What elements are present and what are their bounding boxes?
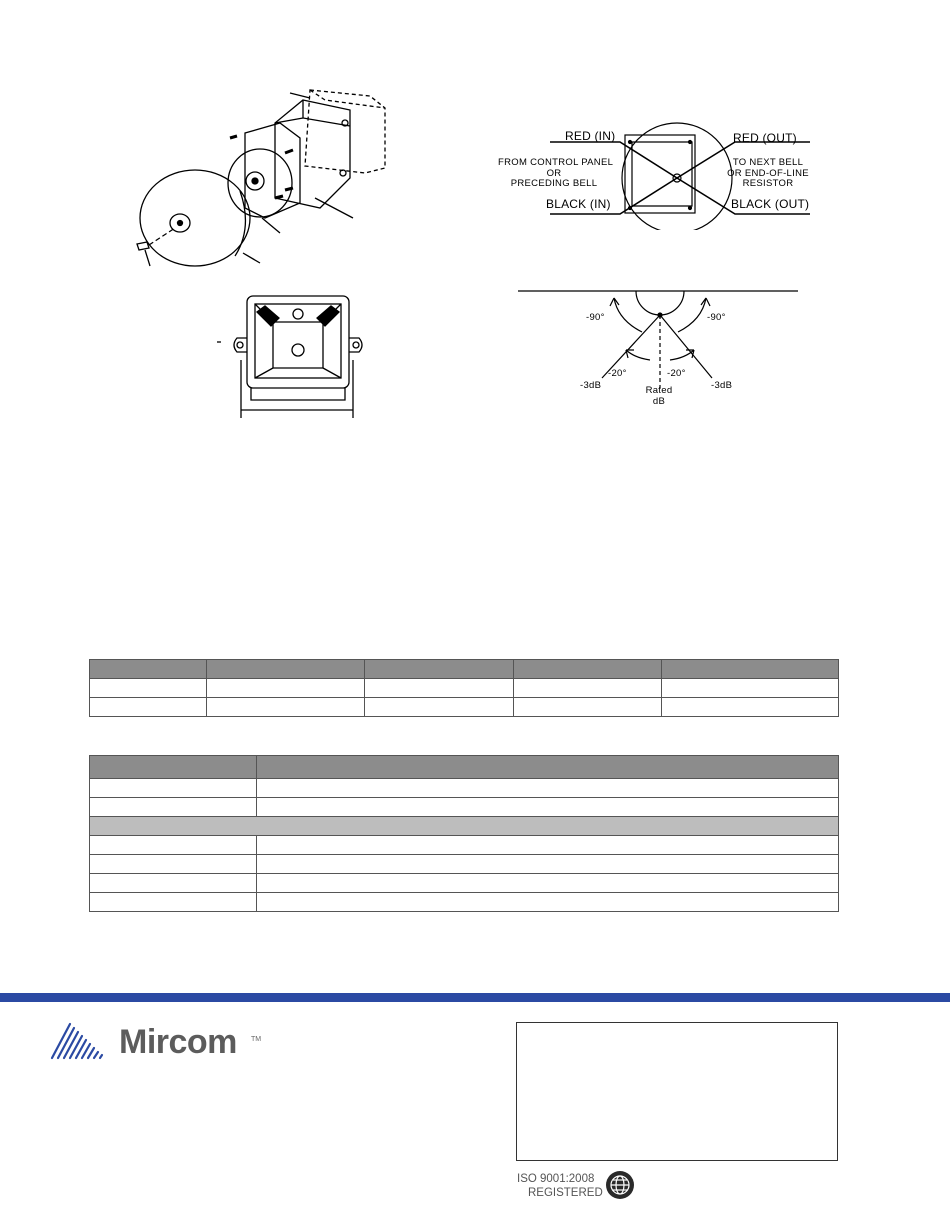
table-row (90, 874, 839, 893)
angle-inner-left: -20° (608, 368, 627, 379)
table-row (90, 836, 839, 855)
table-row (90, 893, 839, 912)
ordering-table (89, 659, 839, 717)
footer-accent-bar (0, 993, 950, 1002)
table-row (90, 698, 839, 717)
globe-icon (605, 1170, 635, 1200)
label-red-in: RED (IN) (565, 129, 616, 143)
mircom-logo-icon (50, 1020, 116, 1060)
iso-line-2: REGISTERED (528, 1187, 603, 1199)
table-row (90, 779, 839, 798)
table-header-row (90, 756, 839, 779)
brand-name: Mircom (119, 1023, 237, 1061)
angle-inner-right: -20° (667, 368, 686, 379)
back-box-drawing (215, 290, 365, 422)
contact-info-box (516, 1022, 838, 1161)
label-black-out: BLACK (OUT) (731, 197, 810, 211)
table-header-row (90, 660, 839, 679)
bell-exploded-view-drawing (125, 78, 395, 278)
table-row (90, 855, 839, 874)
iso-line-1: ISO 9001:2008 (517, 1173, 595, 1185)
rated-db-label: Rated dB (645, 385, 673, 407)
angle-outer-left: -90° (586, 312, 605, 323)
table-row (90, 798, 839, 817)
db-left: -3dB (580, 380, 602, 391)
table-subheader-row (90, 817, 839, 836)
brand-trademark: TM (251, 1036, 262, 1043)
table-row (90, 679, 839, 698)
iso-certification (517, 1172, 603, 1200)
label-from-control-panel: FROM CONTROL PANEL OR PRECEDING BELL (498, 157, 614, 189)
label-red-out: RED (OUT) (733, 131, 797, 145)
angle-outer-right: -90° (707, 312, 726, 323)
label-to-next-bell: TO NEXT BELL OR END-OF-LINE RESISTOR (727, 157, 809, 189)
db-right: -3dB (711, 380, 733, 391)
specifications-table (89, 755, 839, 912)
label-black-in: BLACK (IN) (546, 197, 611, 211)
